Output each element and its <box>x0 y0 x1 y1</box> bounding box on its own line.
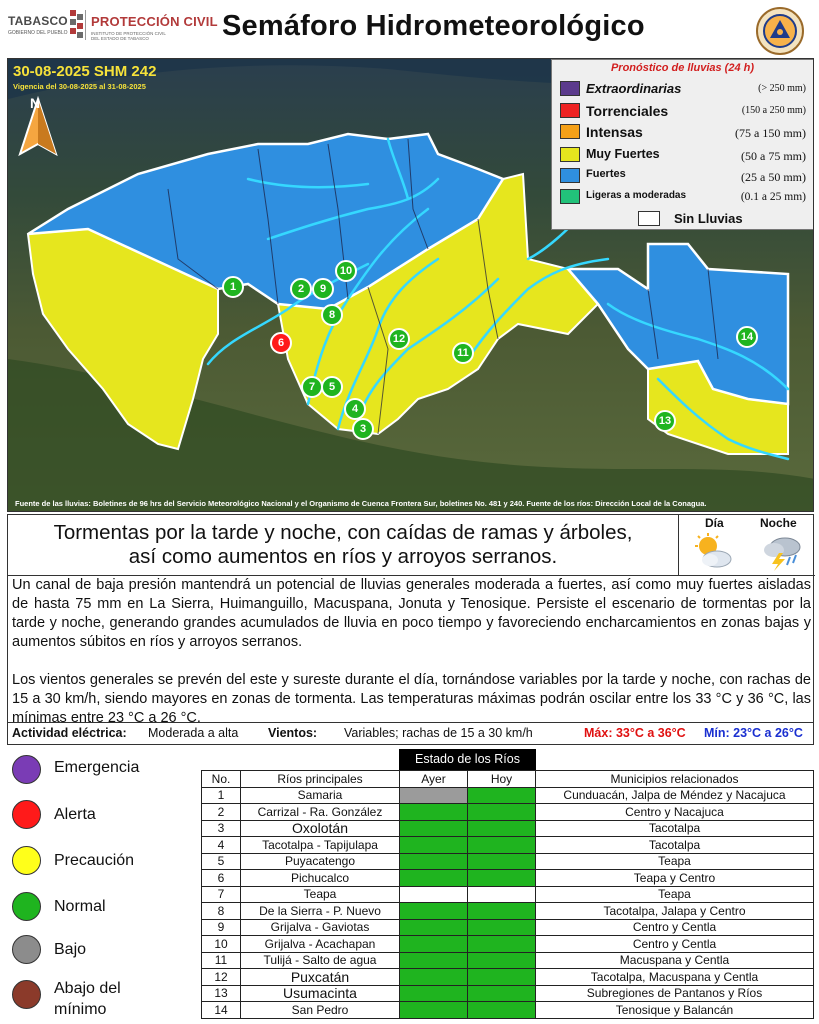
day-label: Día <box>705 516 724 530</box>
river-number: 12 <box>202 969 241 986</box>
river-pin-13[interactable]: 13 <box>654 410 676 432</box>
status-normal <box>10 889 190 923</box>
river-pin-12[interactable]: 12 <box>388 328 410 350</box>
col-municipios: Municipios relacionados <box>536 771 814 788</box>
river-municipalities: Macuspana y Centla <box>536 952 814 969</box>
col-river: Ríos principales <box>241 771 400 788</box>
storm-cloud-icon <box>759 533 803 571</box>
status-dot <box>12 755 41 784</box>
status-hoy <box>468 952 536 969</box>
status-hoy <box>468 969 536 986</box>
status-hoy <box>468 903 536 920</box>
legend-item-intensas <box>560 122 808 142</box>
status-hoy <box>468 985 536 1002</box>
col-hoy: Hoy <box>468 771 536 788</box>
rivers-header-row <box>202 771 814 788</box>
river-number: 10 <box>202 936 241 953</box>
legend-item-muy-fuertes <box>560 145 808 165</box>
legend-item-torrenciales <box>560 101 808 121</box>
status-ayer <box>400 870 468 887</box>
tabasco-emblem-icon <box>68 8 86 42</box>
logo-divider <box>85 10 86 40</box>
legend-label: Fuertes <box>586 168 626 180</box>
header <box>0 0 819 58</box>
legend-item-fuertes <box>560 166 808 186</box>
status-ayer <box>400 853 468 870</box>
status-dot <box>12 892 41 921</box>
status-label: Precaución <box>54 852 135 869</box>
status-hoy <box>468 870 536 887</box>
legend-range: (75 a 150 mm) <box>735 126 806 140</box>
status-hoy <box>468 820 536 837</box>
legend-swatch <box>560 81 580 96</box>
river-municipalities: Centro y Nacajuca <box>536 804 814 821</box>
status-dot <box>12 935 41 964</box>
electric-activity-label: Actividad eléctrica: <box>12 726 127 740</box>
legend-item-ligeras <box>560 187 808 207</box>
legend-label: Torrenciales <box>586 103 669 119</box>
status-ayer <box>400 985 468 1002</box>
night-label: Noche <box>760 516 797 530</box>
river-name: Grijalva - Gaviotas <box>241 919 400 936</box>
status-hoy <box>468 853 536 870</box>
table-row <box>202 985 814 1002</box>
river-status-legend <box>10 752 190 1020</box>
legend-swatch <box>560 147 580 162</box>
legend-range: (150 a 250 mm) <box>741 105 806 116</box>
river-pin-9[interactable]: 9 <box>312 278 334 300</box>
legend-label: Ligeras a moderadas <box>586 190 687 201</box>
river-number: 4 <box>202 837 241 854</box>
status-ayer <box>400 969 468 986</box>
river-pin-8[interactable]: 8 <box>321 304 343 326</box>
status-ayer <box>400 919 468 936</box>
river-municipalities: Cunduacán, Jalpa de Méndez y Nacajuca <box>536 787 814 804</box>
sun-cloud-icon <box>693 533 733 569</box>
river-municipalities: Tacotalpa <box>536 837 814 854</box>
river-municipalities: Tenosique y Balancán <box>536 1002 814 1019</box>
rivers-table <box>201 770 814 1019</box>
river-name: Usumacinta <box>241 985 400 1002</box>
rivers-table-body <box>202 787 814 1018</box>
forecast-panel <box>7 514 814 726</box>
river-pin-4[interactable]: 4 <box>344 398 366 420</box>
river-municipalities: Centro y Centla <box>536 936 814 953</box>
river-pin-3[interactable]: 3 <box>352 418 374 440</box>
winds-value: Variables; rachas de 15 a 30 km/h <box>344 726 533 740</box>
proteccion-civil-logo <box>91 14 218 41</box>
table-row <box>202 804 814 821</box>
table-row <box>202 919 814 936</box>
legend-range: (> 250 mm) <box>758 83 806 94</box>
status-dot <box>12 800 41 829</box>
logo-agency-sub: INSTITUTO DE PROTECCIÓN CIVIL DEL ESTADO DE TABASCO <box>91 31 166 41</box>
table-row <box>202 952 814 969</box>
table-row <box>202 853 814 870</box>
river-number: 7 <box>202 886 241 903</box>
max-temp: Máx: 33°C a 36°C <box>584 726 686 740</box>
forecast-headline <box>8 515 678 575</box>
river-municipalities: Tacotalpa, Jalapa y Centro <box>536 903 814 920</box>
table-row <box>202 903 814 920</box>
status-label: Alerta <box>54 806 96 823</box>
rivers-table-title: Estado de los Ríos <box>399 749 536 770</box>
status-hoy <box>468 936 536 953</box>
status-hoy <box>468 804 536 821</box>
bulletin-id: 30-08-2025 SHM 242 <box>13 63 157 80</box>
status-hoy <box>468 886 536 903</box>
status-dot <box>12 846 41 875</box>
legend-swatch <box>560 124 580 139</box>
river-municipalities: Teapa <box>536 886 814 903</box>
headline-line-2: así como aumentos en ríos y arroyos serranos. <box>128 545 558 568</box>
col-ayer: Ayer <box>400 771 468 788</box>
table-row <box>202 936 814 953</box>
status-ayer <box>400 837 468 854</box>
legend-swatch <box>560 103 580 118</box>
headline-line-1: Tormentas por la tarde y noche, con caídas de ramas y árboles, <box>53 521 633 544</box>
river-number: 2 <box>202 804 241 821</box>
status-ayer <box>400 903 468 920</box>
river-name: Tacotalpa - Tapijulapa <box>241 837 400 854</box>
river-municipalities: Tacotalpa <box>536 820 814 837</box>
legend-range: (0.1 a 25 mm) <box>740 191 806 203</box>
river-pin-5[interactable]: 5 <box>321 376 343 398</box>
river-number: 5 <box>202 853 241 870</box>
forecast-paragraph-1: Un canal de baja presión mantendrá un potencial de lluvias generales moderada a fuertes, así como muy fuertes aisladas de hasta 75 mm en La Sierra, Huimanguillo, Macuspana, Jonuta y Tenosique. Persiste el escenario de tormentas por la tarde y noche, generando grandes acumulados de lluvia en poco tiempo y favoreciendo encharcamientos en zonas bajas y aumentos súbitos en ríos y arroyos serranos. <box>12 577 811 650</box>
status-hoy <box>468 837 536 854</box>
table-row <box>202 820 814 837</box>
river-municipalities: Centro y Centla <box>536 919 814 936</box>
legend-label: Intensas <box>586 124 643 140</box>
river-name: San Pedro <box>241 1002 400 1019</box>
river-pin-6[interactable]: 6 <box>270 332 292 354</box>
river-name: Pichucalco <box>241 870 400 887</box>
status-ayer <box>400 820 468 837</box>
legend-swatch <box>638 211 660 226</box>
electric-activity-value: Moderada a alta <box>148 726 239 740</box>
status-precaucion <box>10 843 190 877</box>
civil-protection-seal-icon <box>755 6 805 56</box>
river-number: 9 <box>202 919 241 936</box>
status-label: Emergencia <box>54 759 140 776</box>
legend-swatch <box>560 189 580 204</box>
winds-label: Vientos: <box>268 726 318 740</box>
river-number: 8 <box>202 903 241 920</box>
min-temp: Mín: 23°C a 26°C <box>704 726 803 740</box>
river-number: 13 <box>202 985 241 1002</box>
river-municipalities: Teapa <box>536 853 814 870</box>
status-hoy <box>468 919 536 936</box>
status-label: Bajo <box>54 941 87 958</box>
status-emergencia <box>10 752 190 786</box>
activity-bar <box>7 723 814 745</box>
river-pin-11[interactable]: 11 <box>452 342 474 364</box>
tabasco-logo <box>8 8 86 42</box>
rain-legend <box>551 59 814 230</box>
river-name: Samaria <box>241 787 400 804</box>
river-pin-10[interactable]: 10 <box>335 260 357 282</box>
logo-state-text: TABASCO <box>8 14 68 28</box>
river-pin-1[interactable]: 1 <box>222 276 244 298</box>
validity-text: Vigencia del 30-08-2025 al 31-08-2025 <box>13 82 146 91</box>
status-ayer <box>400 787 468 804</box>
river-name: Carrizal - Ra. González <box>241 804 400 821</box>
table-row <box>202 837 814 854</box>
north-label: N <box>30 95 41 111</box>
legend-title: Pronóstico de lluvias (24 h) <box>610 62 755 74</box>
legend-label: Sin Lluvias <box>674 211 743 226</box>
river-municipalities: Subregiones de Pantanos y Ríos <box>536 985 814 1002</box>
table-row <box>202 870 814 887</box>
day-night-icons <box>678 515 815 575</box>
logo-state-sub: GOBIERNO DEL PUEBLO <box>8 30 68 36</box>
status-ayer <box>400 952 468 969</box>
river-municipalities: Teapa y Centro <box>536 870 814 887</box>
legend-swatch <box>560 168 580 183</box>
river-name: Tulijá - Salto de agua <box>241 952 400 969</box>
river-number: 1 <box>202 787 241 804</box>
table-row <box>202 969 814 986</box>
river-number: 14 <box>202 1002 241 1019</box>
river-name: Puxcatán <box>241 969 400 986</box>
status-hoy <box>468 1002 536 1019</box>
status-bajo <box>10 932 190 966</box>
status-alerta <box>10 797 190 831</box>
legend-label: Muy Fuertes <box>586 147 660 161</box>
river-name: Grijalva - Acachapan <box>241 936 400 953</box>
legend-item-extraordinarias <box>560 79 808 99</box>
status-hoy <box>468 787 536 804</box>
river-municipalities: Tacotalpa, Macuspana y Centla <box>536 969 814 986</box>
river-pin-14[interactable]: 14 <box>736 326 758 348</box>
river-name: Teapa <box>241 886 400 903</box>
river-number: 6 <box>202 870 241 887</box>
forecast-body <box>8 575 815 724</box>
status-abajo-minimo <box>10 976 190 1020</box>
legend-range: (50 a 75 mm) <box>741 149 806 163</box>
forecast-paragraph-2: Los vientos generales se prevén del este y sureste durante el día, tornándose variables por la tarde y noche, con rachas de 15 a 30 km/h, siendo mayores en zonas de tormenta. Las temperaturas máximas podrán oscilar entre los 33 °C y 36 °C, las mínimas entre 23 °C a 26 °C. <box>12 672 811 726</box>
river-pin-2[interactable]: 2 <box>290 278 312 300</box>
table-row <box>202 787 814 804</box>
col-no: No. <box>202 771 241 788</box>
logo-agency-text: PROTECCIÓN CIVIL <box>91 14 218 29</box>
legend-range: (25 a 50 mm) <box>741 170 806 184</box>
river-name: De la Sierra - P. Nuevo <box>241 903 400 920</box>
status-label: Normal <box>54 898 106 915</box>
status-ayer <box>400 936 468 953</box>
status-dot <box>12 980 41 1009</box>
river-name: Oxolotán <box>241 820 400 837</box>
table-row <box>202 886 814 903</box>
river-pin-7[interactable]: 7 <box>301 376 323 398</box>
status-ayer <box>400 804 468 821</box>
legend-label: Extraordinarias <box>586 81 682 96</box>
page-title: Semáforo Hidrometeorológico <box>222 10 645 42</box>
river-name: Puyacatengo <box>241 853 400 870</box>
status-ayer <box>400 886 468 903</box>
river-number: 3 <box>202 820 241 837</box>
status-label: Abajo del mínimo <box>54 980 121 1018</box>
status-ayer <box>400 1002 468 1019</box>
map-source-note: Fuente de las lluvias: Boletines de 96 hrs del Servicio Meteorológico Nacional y el Organismo de Cuenca Frontera Sur, boletines No. 481 y 240. Fuente de los ríos: Dirección Local de la Conagua. <box>15 499 707 508</box>
rain-forecast-map <box>7 58 814 512</box>
river-number: 11 <box>202 952 241 969</box>
table-row <box>202 1002 814 1019</box>
legend-item-sin-lluvias <box>638 209 808 229</box>
